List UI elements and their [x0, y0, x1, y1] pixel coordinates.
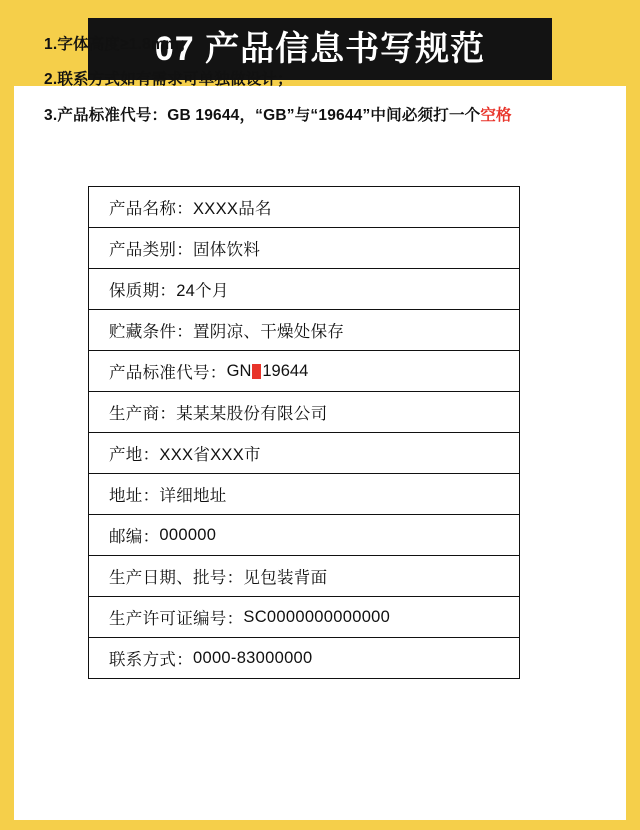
space-marker-icon	[252, 364, 261, 379]
row-label: 生产许可证编号：	[109, 610, 244, 628]
row-value: 24个月	[176, 282, 229, 300]
row-value: 000000	[159, 525, 217, 544]
row-value: 见包装背面	[243, 569, 328, 587]
table-row	[89, 638, 519, 679]
row-label: 生产商：	[109, 405, 177, 423]
table-row	[89, 187, 519, 228]
note-text: 3.产品标准代号：GB 19644，“GB”与“19644”中间必须打一个	[44, 106, 481, 124]
product-info-table	[88, 186, 520, 679]
table-row	[89, 269, 519, 310]
row-value: 置阴凉、干燥处保存	[193, 323, 345, 341]
row-label: 贮藏条件：	[109, 323, 193, 341]
row-value: 固体饮料	[193, 241, 261, 259]
row-label: 生产日期、批号：	[109, 569, 244, 587]
table-row	[89, 556, 519, 597]
notes-list	[44, 30, 574, 140]
row-label: 地址：	[109, 487, 160, 505]
row-label: 保质期：	[109, 282, 177, 300]
table-row	[89, 474, 519, 515]
table-row-standard-code	[89, 351, 519, 392]
table-row	[89, 515, 519, 556]
row-value: 0000-83000000	[193, 648, 313, 667]
row-value: XXXX品名	[193, 200, 272, 218]
row-value: SC0000000000000	[243, 607, 391, 626]
standard-code-suffix: 19644	[262, 361, 309, 380]
row-value: XXX省XXX市	[159, 446, 261, 464]
row-label: 邮编：	[109, 528, 160, 546]
table-row	[89, 392, 519, 433]
table-row	[89, 433, 519, 474]
note-text: 1.字体高度≥1.8mm；	[44, 36, 195, 53]
table-row	[89, 597, 519, 638]
row-label: 联系方式：	[109, 651, 193, 669]
row-label: 产品类别：	[109, 241, 193, 259]
table-row	[89, 310, 519, 351]
note-item	[44, 105, 574, 127]
row-label: 产地：	[109, 446, 160, 464]
row-label: 产品名称：	[109, 200, 193, 218]
note-item	[44, 34, 574, 56]
standard-code-prefix: GN	[226, 361, 252, 380]
page-title: 07 产品信息书写规范	[154, 30, 486, 68]
row-value: 某某某股份有限公司	[176, 405, 328, 423]
note-highlight: 空格	[480, 106, 512, 124]
row-label: 产品标准代号：	[109, 364, 227, 382]
row-value: 详细地址	[159, 487, 227, 505]
note-item	[44, 69, 574, 91]
table-row	[89, 228, 519, 269]
note-text: 2.联系方式如有需求可单独做设计；	[44, 71, 293, 89]
